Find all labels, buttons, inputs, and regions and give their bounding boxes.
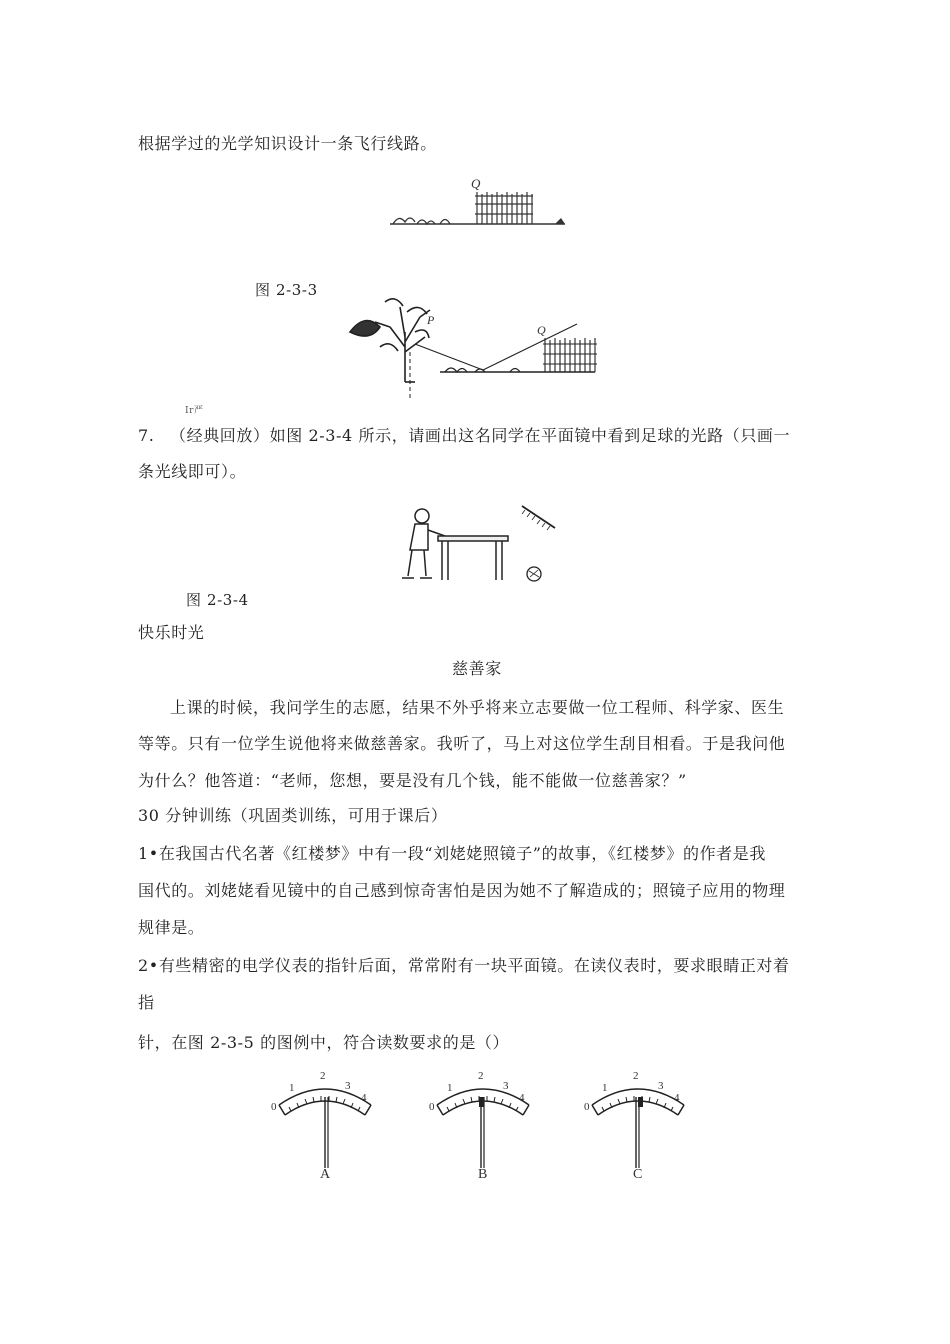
- text-line: 等等。只有一位学生说他将来做慈善家。我听了，马上对这位学生刮目相看。于是我问他: [138, 734, 786, 753]
- text-line: 根据学过的光学知识设计一条飞行线路。: [138, 134, 437, 153]
- text-line: （经典回放）如图 2-3-4 所示，请画出这名同学在平面镜中看到足球的光路（只画一: [170, 426, 791, 445]
- tick-label: 0: [271, 1101, 277, 1113]
- tick-label: 0: [584, 1101, 590, 1113]
- tick-label: 4: [674, 1092, 680, 1104]
- tick-label: 3: [345, 1080, 351, 1092]
- tick-label: 3: [503, 1080, 509, 1092]
- label-q: Q: [471, 176, 481, 191]
- bird-tree-figure: [345, 292, 605, 402]
- meter-label: A: [320, 1167, 331, 1182]
- text-line: 上课的时候，我问学生的志愿，结果不外乎将来立志要做一位工程师、科学家、医生: [170, 698, 785, 717]
- meter-a-figure: [265, 1063, 385, 1183]
- text-line: 规律是。: [138, 918, 205, 937]
- tick-label: 2: [320, 1070, 326, 1082]
- tick-label: 2: [478, 1070, 484, 1082]
- meter-label: B: [478, 1167, 488, 1182]
- section-heading: 30 分钟训练（巩固类训练，可用于课后）: [138, 806, 448, 825]
- meter-c-figure: [578, 1063, 698, 1183]
- tick-label: 1: [289, 1082, 295, 1094]
- tick-label: 4: [361, 1092, 367, 1104]
- tick-label: 1: [447, 1082, 453, 1094]
- tick-label: 2: [633, 1070, 639, 1082]
- stray-mark: Ir严: [185, 406, 204, 416]
- text-line: 针，在图 2-3-5 的图例中，符合读数要求的是（）: [138, 1033, 510, 1052]
- label-p: P: [427, 313, 435, 327]
- section-heading: 快乐时光: [138, 623, 205, 642]
- text-line: 条光线即可）。: [138, 462, 247, 481]
- tick-label: 1: [602, 1082, 608, 1094]
- tick-label: 4: [519, 1092, 525, 1104]
- text-line: 国代的。刘姥姥看见镜中的自己感到惊奇害怕是因为她不了解造成的；照镜子应用的物理: [138, 881, 786, 900]
- meter-b-figure: [423, 1063, 543, 1183]
- figure-caption: 图 2-3-4: [186, 591, 249, 609]
- tick-label: 3: [658, 1080, 664, 1092]
- text-line: 为什么？他答道：“老师，您想，要是没有几个钱，能不能做一位慈善家？”: [138, 771, 687, 790]
- person-mirror-figure: [390, 500, 560, 590]
- text-line: 2•有些精密的电学仪表的指针后面，常常附有一块平面镜。在读仪表时，要求眼睛正对着: [138, 956, 790, 975]
- text-line: 指: [138, 993, 155, 1012]
- fence-scene-figure: [385, 172, 575, 232]
- tick-label: 0: [429, 1101, 435, 1113]
- text-line: 1•在我国古代名著《红楼梦》中有一段“刘姥姥照镜子”的故事，《红楼梦》的作者是我: [138, 844, 766, 863]
- story-title: 慈善家: [452, 659, 502, 678]
- meter-label: C: [633, 1167, 643, 1182]
- figure-caption: 图 2-3-3: [255, 281, 318, 299]
- question-number: 7.: [138, 426, 155, 445]
- label-q: Q: [537, 323, 546, 337]
